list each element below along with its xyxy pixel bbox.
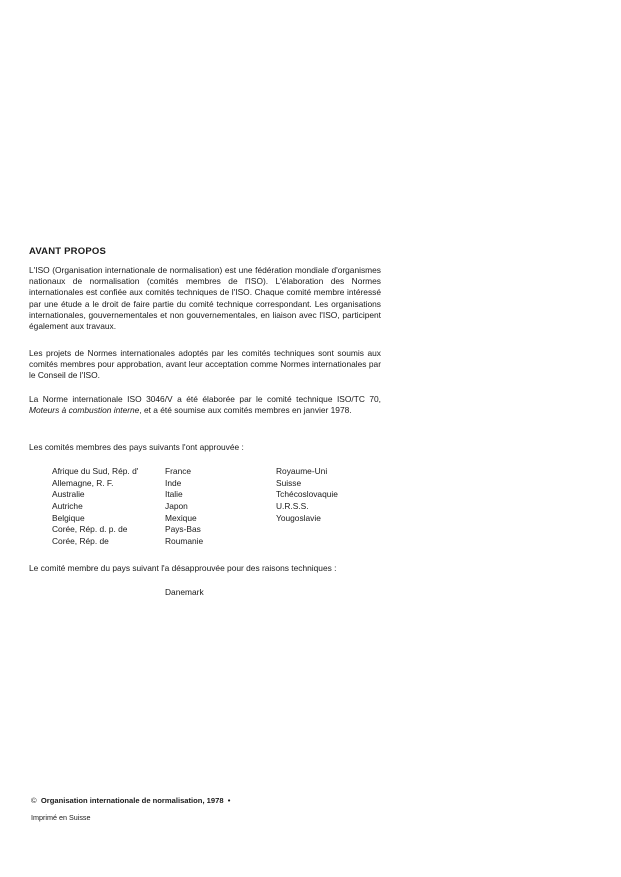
country-name: Royaume-Uni	[276, 466, 328, 476]
disapproving-country: Danemark	[165, 587, 204, 597]
country-name: Allemagne, R. F.	[52, 477, 114, 488]
standard-text-part2: , et a été soumise aux comités membres en janvier 1978.	[139, 405, 352, 416]
country-name: U.R.S.S.	[276, 501, 309, 512]
country-name: Belgique	[52, 512, 85, 523]
foreword-paragraph-drafts: Les projets de Normes internationales adoptés par les comités techniques sont soumis aux comités membres pour approbation, avant leur acceptation comme Normes internationales par le Conseil de l'ISO.	[29, 348, 381, 381]
foreword-paragraph-standard	[29, 394, 381, 416]
country-name: Corée, Rép. de	[52, 536, 109, 547]
country-name: Corée, Rép. d. p. de	[52, 524, 128, 535]
country-name: Autriche	[52, 501, 83, 512]
countries-column-2	[165, 466, 203, 548]
country-name: Yougoslavie	[276, 512, 321, 523]
copyright-line	[31, 796, 230, 805]
countries-column-1	[52, 466, 138, 548]
printed-in-note: Imprimé en Suisse	[31, 813, 91, 822]
country-name: Pays-Bas	[165, 524, 201, 535]
country-name: Italie	[165, 489, 183, 500]
committee-title: Moteurs à combustion interne	[29, 405, 140, 416]
country-name: Suisse	[276, 477, 302, 488]
country-name: Australie	[52, 489, 85, 500]
country-name: Roumanie	[165, 536, 204, 547]
standard-text-part1: La Norme internationale ISO 3046/V a été élaborée par le comité technique ISO/TC 70,	[29, 394, 381, 404]
approval-intro: Les comités membres des pays suivants l'ont approuvée :	[29, 442, 244, 452]
country-name: France	[165, 466, 192, 476]
countries-column-3	[276, 466, 338, 524]
country-name: Tchécoslovaquie	[276, 489, 338, 500]
country-name: Mexique	[165, 512, 197, 523]
copyright-organisation: Organisation internationale de normalisation, 1978	[40, 796, 224, 805]
foreword-heading: AVANT PROPOS	[29, 246, 106, 257]
disapproval-intro: Le comité membre du pays suivant l'a désapprouvée pour des raisons techniques :	[29, 563, 337, 573]
foreword-paragraph-iso-intro: L'ISO (Organisation internationale de normalisation) est une fédération mondiale d'organismes nationaux de normalisation (comités membres de l'ISO). L'élaboration des Normes internationales est confiée aux comités techniques de l'ISO. Chaque comité membre intéressé par une étude a le droit de faire partie du comité technique correspondant. Les organisations internationales, gouvernementales et non gouvernementales, en liaison avec l'ISO, participent également aux travaux.	[29, 265, 381, 332]
country-name: Japon	[165, 501, 188, 512]
country-name: Afrique du Sud, Rép. d'	[52, 466, 139, 476]
country-name: Inde	[165, 477, 182, 488]
bullet-icon: •	[227, 796, 231, 805]
copyright-symbol: ©	[31, 796, 37, 805]
